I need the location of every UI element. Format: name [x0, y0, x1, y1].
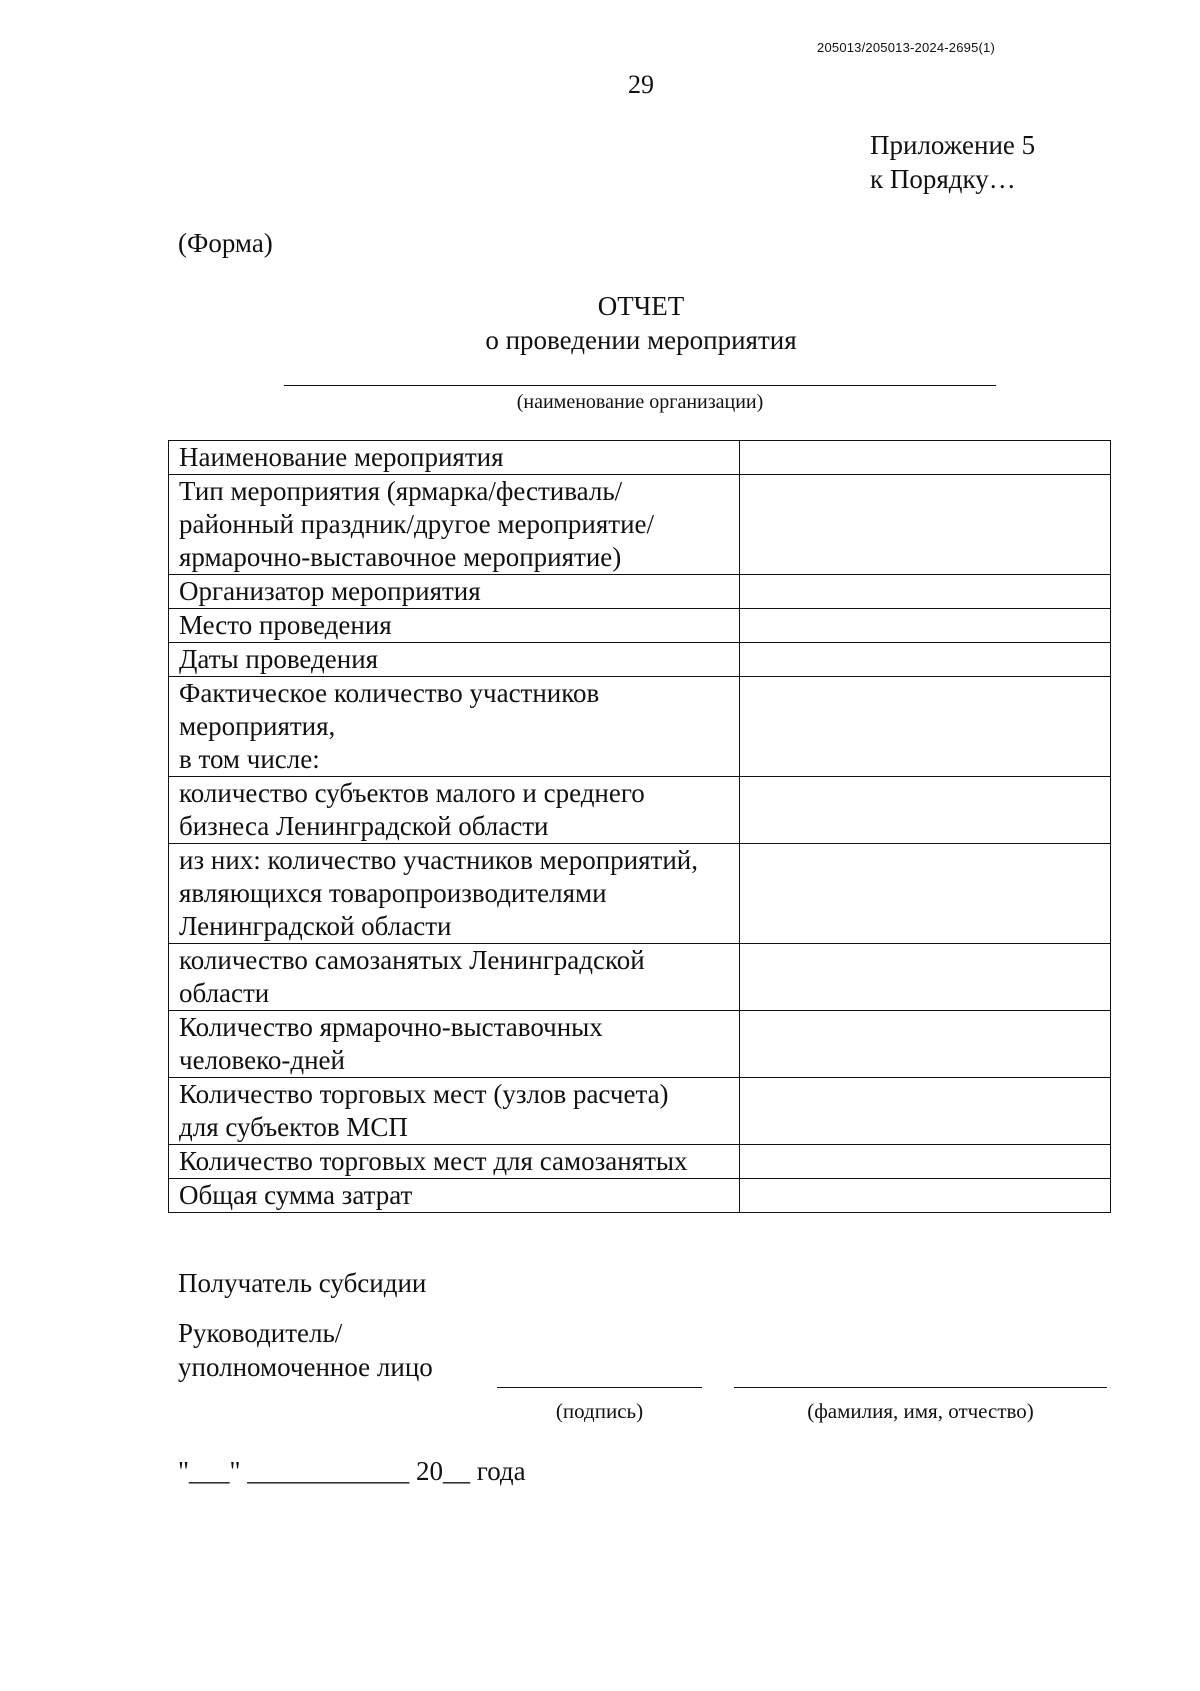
row-label: Общая сумма затрат [169, 1179, 740, 1213]
appendix-line-2: к Порядку… [870, 164, 1016, 194]
row-label: Количество торговых мест (узлов расчета) для субъектов МСП [169, 1078, 740, 1145]
full-name-caption: (фамилия, имя, отчество) [807, 1399, 1034, 1423]
form-label: (Форма) [178, 228, 273, 258]
row-label: количество самозанятых Ленинградской области [169, 944, 740, 1011]
manager-label-line-2: уполномоченное лицо [178, 1352, 433, 1382]
row-label: количество субъектов малого и среднего бизнеса Ленинградской области [169, 777, 740, 844]
row-value-cell [740, 441, 1111, 475]
full-name-line [734, 1387, 1107, 1388]
row-value-cell [740, 575, 1111, 609]
date-line: "___" ____________ 20__ года [178, 1456, 526, 1486]
report-table-body [169, 441, 1111, 1213]
row-value-cell [740, 844, 1111, 944]
table-row [169, 1179, 1111, 1213]
table-row [169, 475, 1111, 575]
table-row [169, 844, 1111, 944]
row-value-cell [740, 1145, 1111, 1179]
row-value-cell [740, 1179, 1111, 1213]
signature-line [497, 1387, 702, 1388]
manager-label-line-1: Руководитель/ [178, 1318, 343, 1348]
row-label: Даты проведения [169, 643, 740, 677]
row-value-cell [740, 1011, 1111, 1078]
row-value-cell [740, 944, 1111, 1011]
row-label: Фактическое количество участников мероприятия, в том числе: [169, 677, 740, 777]
row-value-cell [740, 677, 1111, 777]
table-row [169, 643, 1111, 677]
table-row [169, 441, 1111, 475]
report-title: ОТЧЕТ [597, 291, 685, 321]
organization-name-line [284, 385, 996, 386]
row-value-cell [740, 609, 1111, 643]
row-value-cell [740, 475, 1111, 575]
row-label: Количество торговых мест для самозанятых [169, 1145, 740, 1179]
subsidy-recipient-label: Получатель субсидии [178, 1268, 427, 1298]
appendix-line-1: Приложение 5 [870, 130, 1036, 160]
organization-name-caption: (наименование организации) [516, 391, 764, 413]
row-label: из них: количество участников мероприятий, являющихся товаропроизводителями Ленинградской области [169, 844, 740, 944]
appendix-reference [870, 128, 1035, 196]
report-table [168, 440, 1111, 1213]
document-id: 205013/205013-2024-2695(1) [817, 40, 995, 55]
row-label: Наименование мероприятия [169, 441, 740, 475]
row-value-cell [740, 777, 1111, 844]
table-row [169, 575, 1111, 609]
table-row [169, 1011, 1111, 1078]
row-label: Тип мероприятия (ярмарка/фестиваль/ районный праздник/другое мероприятие/ ярмарочно-выставочное мероприятие) [169, 475, 740, 575]
page-number: 29 [628, 70, 654, 99]
table-row [169, 1078, 1111, 1145]
row-value-cell [740, 643, 1111, 677]
table-row [169, 1145, 1111, 1179]
report-subtitle: о проведении мероприятия [485, 325, 797, 355]
row-label: Количество ярмарочно-выставочных человеко-дней [169, 1011, 740, 1078]
table-row [169, 609, 1111, 643]
manager-label [178, 1316, 433, 1384]
table-row [169, 677, 1111, 777]
row-label: Место проведения [169, 609, 740, 643]
row-label: Организатор мероприятия [169, 575, 740, 609]
row-value-cell [740, 1078, 1111, 1145]
table-row [169, 944, 1111, 1011]
signature-caption: (подпись) [555, 1399, 644, 1423]
table-row [169, 777, 1111, 844]
